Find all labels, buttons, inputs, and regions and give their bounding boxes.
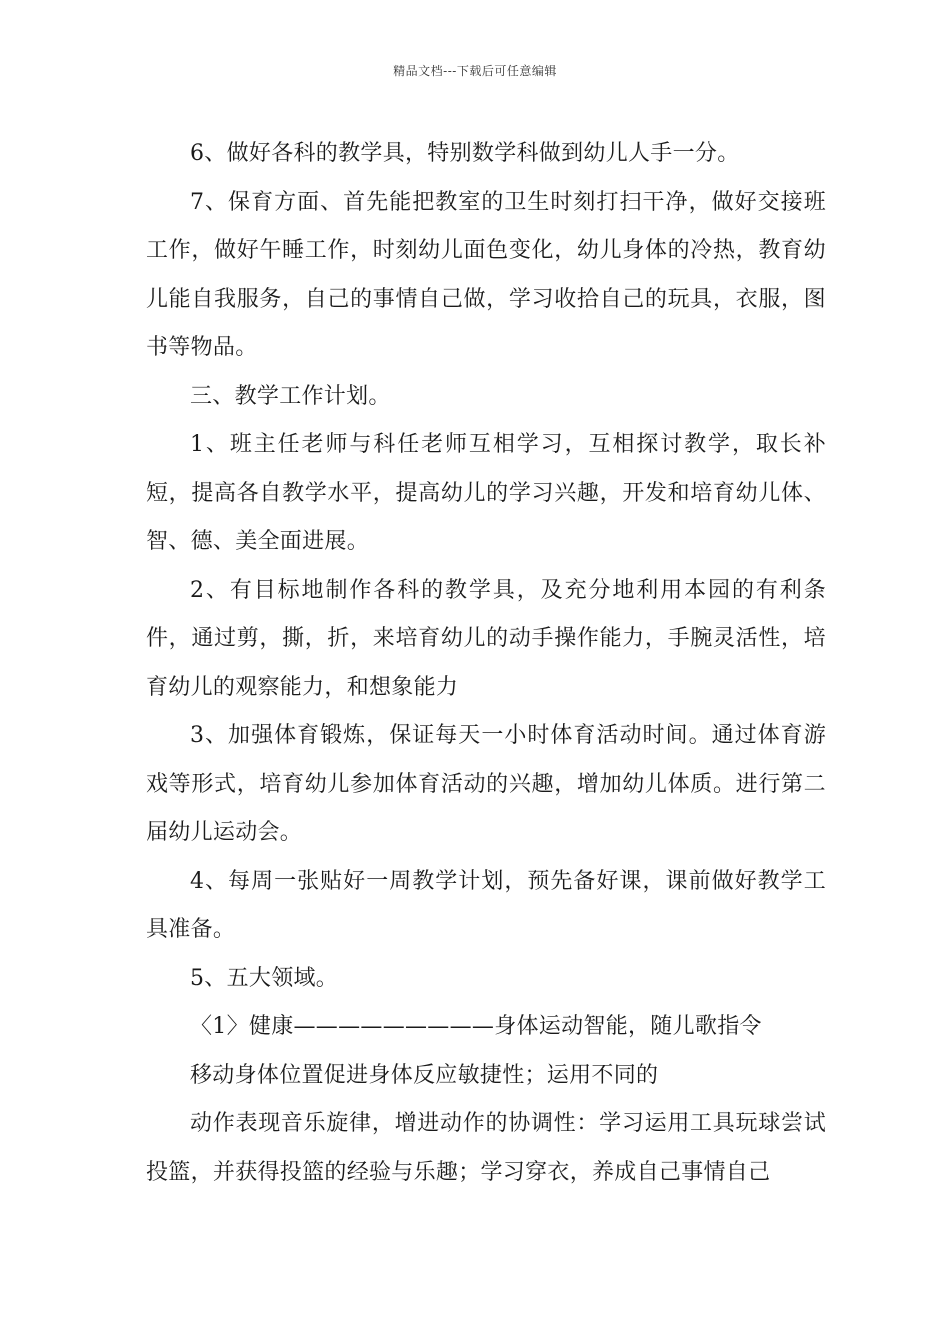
paragraph-plan-1: 1、班主任老师与科任老师互相学习，互相探讨教学，取长补短，提高各自教学水平，提高幼儿的学习兴趣，开发和培育幼儿体、智、德、美全面进展。 — [146, 432, 826, 554]
paragraph-domain-health-cont-1: 移动身体位置促进身体反应敏捷性；运用不同的 — [190, 1062, 659, 1088]
document-body — [146, 130, 826, 1197]
paragraph-plan-4: 4、每周一张贴好一周教学计划，预先备好课，课前做好教学工具准备。 — [146, 868, 826, 942]
paragraph-item-7: 7、保育方面、首先能把教室的卫生时刻打扫干净，做好交接班工作，做好午睡工作，时刻幼儿面色变化，幼儿身体的冷热，教育幼儿能自我服务，自己的事情自己做，学习收拾自己的玩具，衣服，图书等物品。 — [146, 189, 826, 360]
page-header: 精品文档---下载后可任意编辑 — [393, 64, 557, 78]
paragraph-plan-2: 2、有目标地制作各科的教学具，及充分地利用本园的有利条件，通过剪，撕，折，来培育幼儿的动手操作能力，手腕灵活性，培育幼儿的观察能力，和想象能力 — [146, 577, 826, 700]
paragraph-plan-3: 3、加强体育锻炼，保证每天一小时体育活动时间。通过体育游戏等形式，培育幼儿参加体育活动的兴趣，增加幼儿体质。进行第二届幼儿运动会。 — [146, 723, 826, 845]
section-heading-teaching-plan: 三、教学工作计划。 — [190, 383, 391, 409]
paragraph-item-6: 6、做好各科的教学具，特别数学科做到幼儿人手一分。 — [190, 141, 740, 166]
paragraph-plan-5: 5、五大领域。 — [190, 965, 339, 991]
paragraph-domain-health: 〈1〉健康—————————身体运动智能，随儿歌指令 — [190, 1014, 762, 1039]
paragraph-domain-health-cont-2: 动作表现音乐旋律，增进动作的协调性：学习运用工具玩球尝试投篮，并获得投篮的经验与乐趣；学习穿衣，养成自己事情自己 — [146, 1111, 826, 1185]
